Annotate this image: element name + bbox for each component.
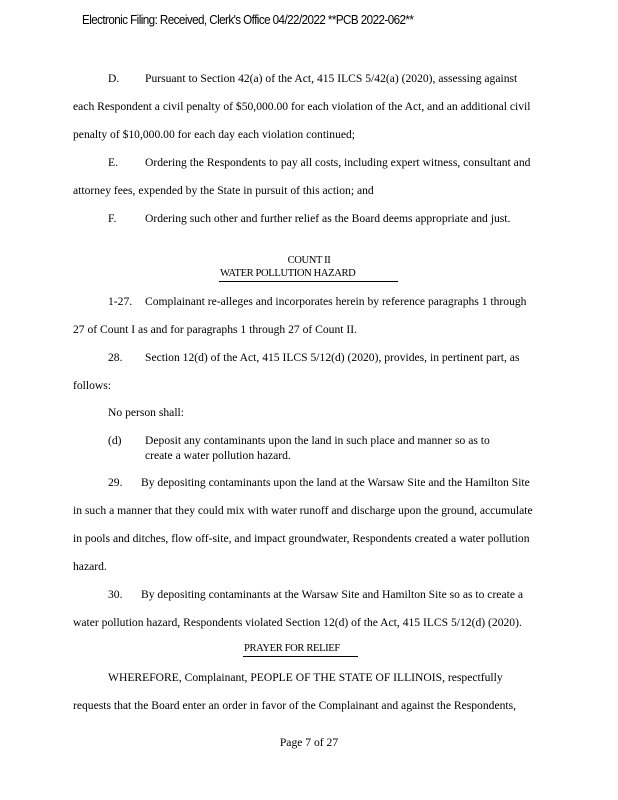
- count-title: WATER POLLUTION HAZARD: [220, 268, 356, 279]
- paragraph-28-number: 28.: [108, 351, 123, 364]
- paragraph-1-27-line2: 27 of Count I as and for paragraphs 1 through 27 of Count II.: [73, 323, 357, 336]
- relief-e-label: E.: [108, 156, 118, 169]
- paragraph-29-line3: in pools and ditches, flow off-site, and impact groundwater, Respondents created a water pollution: [73, 532, 530, 545]
- relief-d-line3: penalty of $10,000.00 for each day each violation continued;: [73, 128, 356, 141]
- relief-d-line1: Pursuant to Section 42(a) of the Act, 415 ILCS 5/42(a) (2020), assessing against: [145, 72, 518, 85]
- quote-line2: create a water pollution hazard.: [145, 449, 291, 462]
- quote-line1: Deposit any contaminants upon the land in such place and manner so as to: [145, 434, 490, 447]
- quote-intro: No person shall:: [108, 406, 184, 419]
- paragraph-28-line1: Section 12(d) of the Act, 415 ILCS 5/12(d) (2020), provides, in pertinent part, as: [145, 351, 520, 364]
- prayer-heading-underline: [243, 656, 358, 657]
- paragraph-30-line2: water pollution hazard, Respondents violated Section 12(d) of the Act, 415 ILCS 5/12(d) (2020).: [73, 616, 522, 629]
- page-number: Page 7 of 27: [279, 736, 339, 749]
- paragraph-30-number: 30.: [108, 588, 123, 601]
- paragraph-29-number: 29.: [108, 476, 123, 489]
- relief-f-line1: Ordering such other and further relief as the Board deems appropriate and just.: [145, 212, 511, 225]
- prayer-line1: WHEREFORE, Complainant, PEOPLE OF THE STATE OF ILLINOIS, respectfully: [108, 671, 503, 684]
- quote-label: (d): [108, 434, 122, 447]
- prayer-line2: requests that the Board enter an order in favor of the Complainant and against the Respondents,: [73, 699, 517, 712]
- relief-f-label: F.: [108, 212, 117, 225]
- paragraph-28-line2: follows:: [73, 379, 112, 392]
- paragraph-29-line4: hazard.: [73, 560, 107, 573]
- relief-e-line1: Ordering the Respondents to pay all costs, including expert witness, consultant and: [145, 156, 531, 169]
- paragraph-1-27-number: 1-27.: [108, 295, 133, 308]
- paragraph-29-line2: in such a manner that they could mix with water runoff and discharge upon the ground, accumulate: [73, 504, 533, 517]
- filing-header: Electronic Filing: Received, Clerk's Office 04/22/2022 **PCB 2022-062**: [82, 13, 414, 27]
- paragraph-29-line1: By depositing contaminants upon the land at the Warsaw Site and the Hamilton Site: [141, 476, 530, 489]
- relief-d-label: D.: [108, 72, 120, 85]
- paragraph-30-line1: By depositing contaminants at the Warsaw Site and Hamilton Site so as to create a: [141, 588, 524, 601]
- prayer-heading: PRAYER FOR RELIEF: [244, 643, 340, 654]
- count-title-underline: [219, 281, 398, 282]
- relief-d-line2: each Respondent a civil penalty of $50,000.00 for each violation of the Act, and an additional civil: [73, 100, 531, 113]
- count-number: COUNT II: [287, 255, 331, 266]
- relief-e-line2: attorney fees, expended by the State in pursuit of this action; and: [73, 184, 374, 197]
- paragraph-1-27-line1: Complainant re-alleges and incorporates herein by reference paragraphs 1 through: [145, 295, 527, 308]
